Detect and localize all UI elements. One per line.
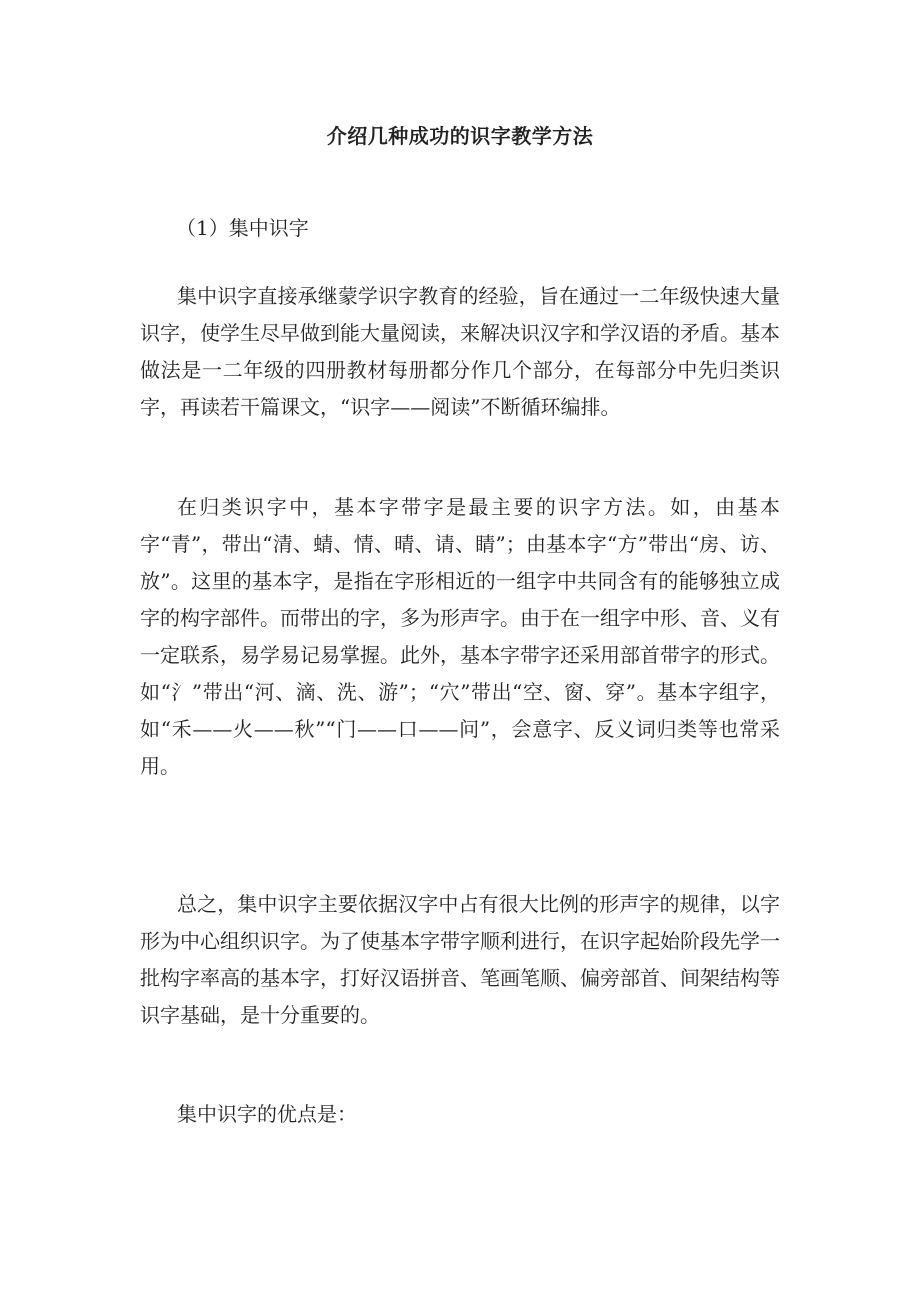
paragraph-1: 集中识字直接承继蒙学识字教育的经验，旨在通过一二年级快速大量识字，使学生尽早做到能大量阅读，来解决识汉字和学汉语的矛盾。基本做法是一二年级的四册教材每册都分作几个部分，在每部分中先归类识字，再读若干篇课文，“识字——阅读”不断循环编排。 xyxy=(140,284,780,419)
paragraph-2: 在归类识字中，基本字带字是最主要的识字方法。如，由基本字“青”，带出“清、蜻、情、晴、请、睛”；由基本字“方”带出“房、访、放”。这里的基本字，是指在字形相近的一组字中共同含有的能够独立成字的构字部件。而带出的字，多为形声字。由于在一组字中形、音、义有一定联系，易学易记易掌握。此外，基本字带字还采用部首带字的形式。如“氵”带出“河、滴、洗、游”；“穴”带出“空、窗、穿”。基本字组字，如“禾——火——秋”“门——口——问”，会意字、反义词归类等也常采用。 xyxy=(140,495,780,778)
section-heading: （1）集中识字 xyxy=(176,216,309,240)
paragraph-3: 总之，集中识字主要依据汉字中占有很大比例的形声字的规律，以字形为中心组织识字。为了使基本字带字顺利进行，在识字起始阶段先学一批构字率高的基本字，打好汉语拼音、笔画笔顺、偏旁部首、间架结构等识字基础，是十分重要的。 xyxy=(140,892,780,1027)
paragraph-4: 集中识字的优点是： xyxy=(177,1102,357,1126)
document-title: 介绍几种成功的识字教学方法 xyxy=(326,124,594,148)
